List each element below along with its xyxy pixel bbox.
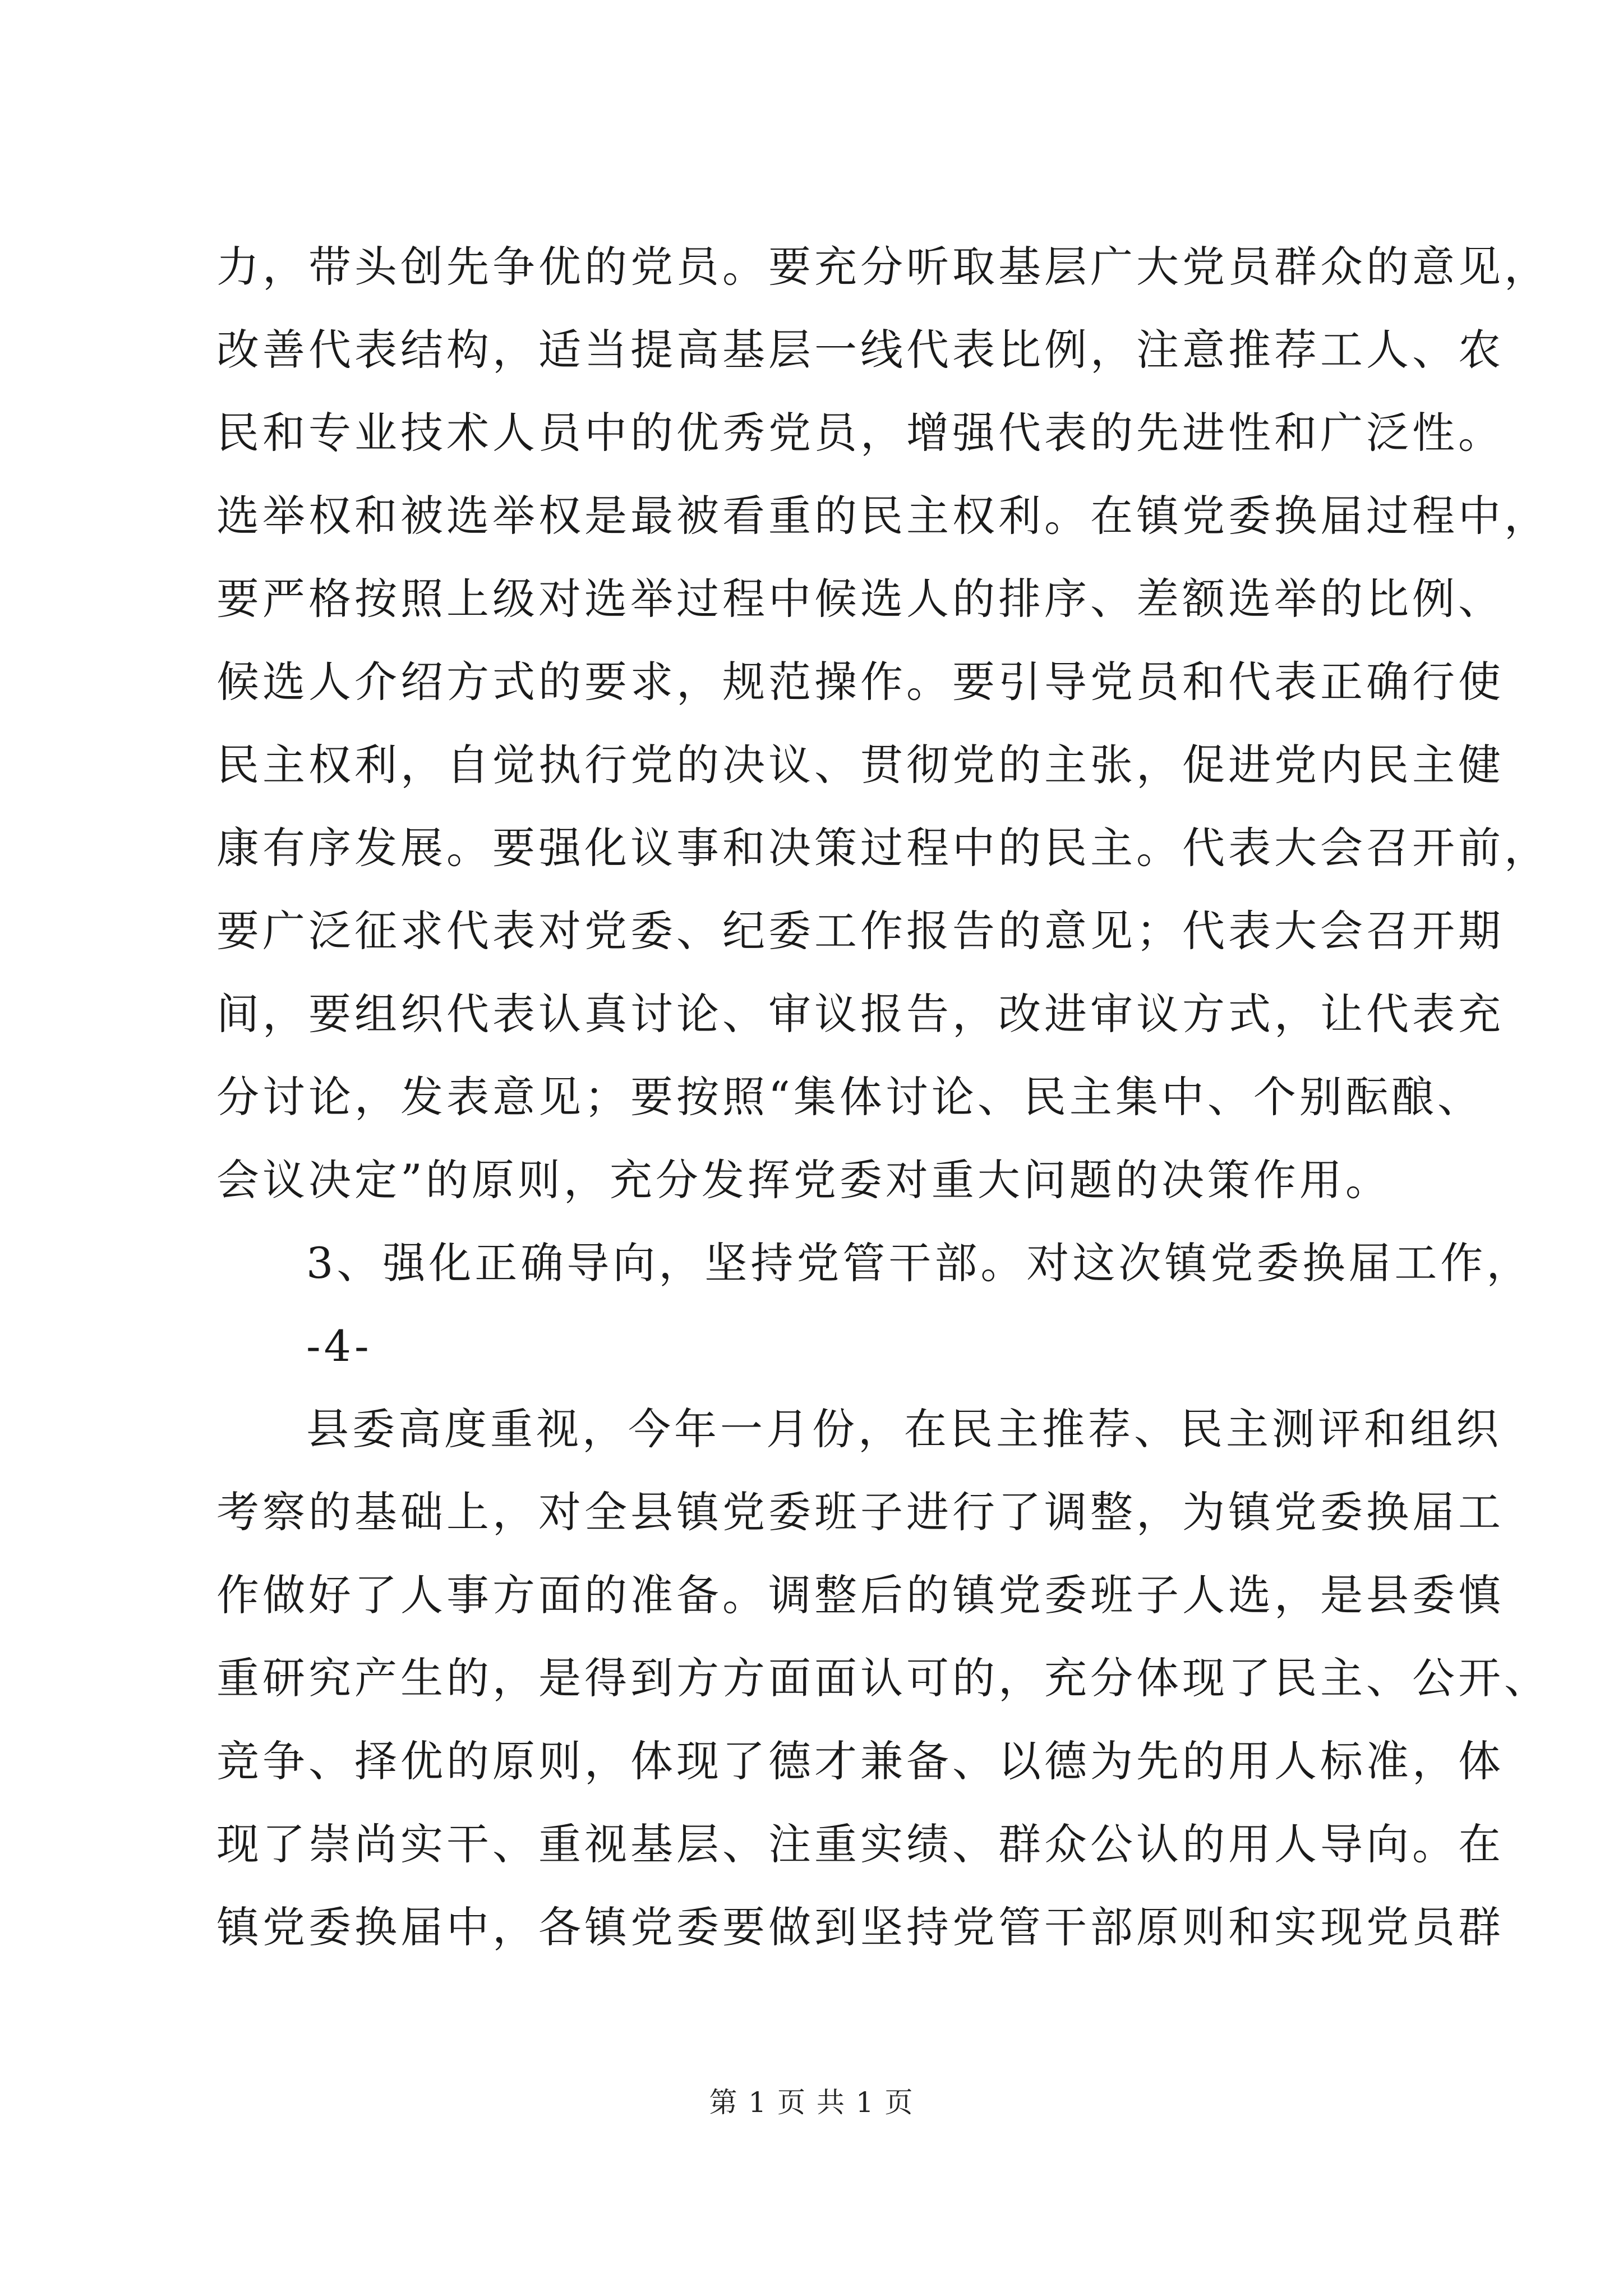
- text-line-4: 选举权和被选举权是最被看重的民主权利。在镇党委换届过程中，: [216, 491, 1550, 541]
- text-line-16: 考察的基础上，对全县镇党委班子进行了调整，为镇党委换届工: [216, 1487, 1504, 1537]
- text-line-20: 现了崇尚实干、重视基层、注重实绩、群众公认的用人导向。在: [216, 1819, 1504, 1869]
- page-marker: -4-: [306, 1321, 372, 1371]
- text-line-12: 会议决定”的原则，充分发挥党委对重大问题的决策作用。: [216, 1155, 1391, 1205]
- text-line-8: 康有序发展。要强化议事和决策过程中的民主。代表大会召开前，: [216, 823, 1550, 873]
- text-line-17: 作做好了人事方面的准备。调整后的镇党委班子人选，是县委慎: [216, 1570, 1504, 1620]
- text-line-7: 民主权利，自觉执行党的决议、贯彻党的主张，促进党内民主健: [216, 740, 1504, 790]
- body-text: [216, 226, 1550, 1969]
- text-line-11: 分讨论，发表意见；要按照“集体讨论、民主集中、个别酝酿、: [216, 1072, 1483, 1122]
- text-line-3: 民和专业技术人员中的优秀党员，增强代表的先进性和广泛性。: [216, 408, 1504, 458]
- text-line-1: 力，带头创先争优的党员。要充分听取基层广大党员群众的意见，: [216, 242, 1550, 292]
- page-footer: 第 1 页 共 1 页: [709, 2086, 914, 2119]
- text-line-6: 候选人介绍方式的要求，规范操作。要引导党员和代表正确行使: [216, 657, 1504, 707]
- text-line-18: 重研究产生的，是得到方方面面认可的，充分体现了民主、公开、: [216, 1653, 1550, 1703]
- section-heading-3: 3、强化正确导向，坚持党管干部。对这次镇党委换届工作，: [306, 1238, 1533, 1288]
- text-line-5: 要严格按照上级对选举过程中候选人的排序、差额选举的比例、: [216, 574, 1504, 624]
- text-line-19: 竞争、择优的原则，体现了德才兼备、以德为先的用人标准，体: [216, 1736, 1504, 1786]
- text-line-15: 县委高度重视，今年一月份，在民主推荐、民主测评和组织: [306, 1404, 1502, 1454]
- text-line-21: 镇党委换届中，各镇党委要做到坚持党管干部原则和实现党员群: [216, 1902, 1504, 1952]
- text-line-10: 间，要组织代表认真讨论、审议报告，改进审议方式，让代表充: [216, 989, 1504, 1039]
- text-line-2: 改善代表结构，适当提高基层一线代表比例，注意推荐工人、农: [216, 325, 1504, 375]
- text-line-9: 要广泛征求代表对党委、纪委工作报告的意见；代表大会召开期: [216, 906, 1504, 956]
